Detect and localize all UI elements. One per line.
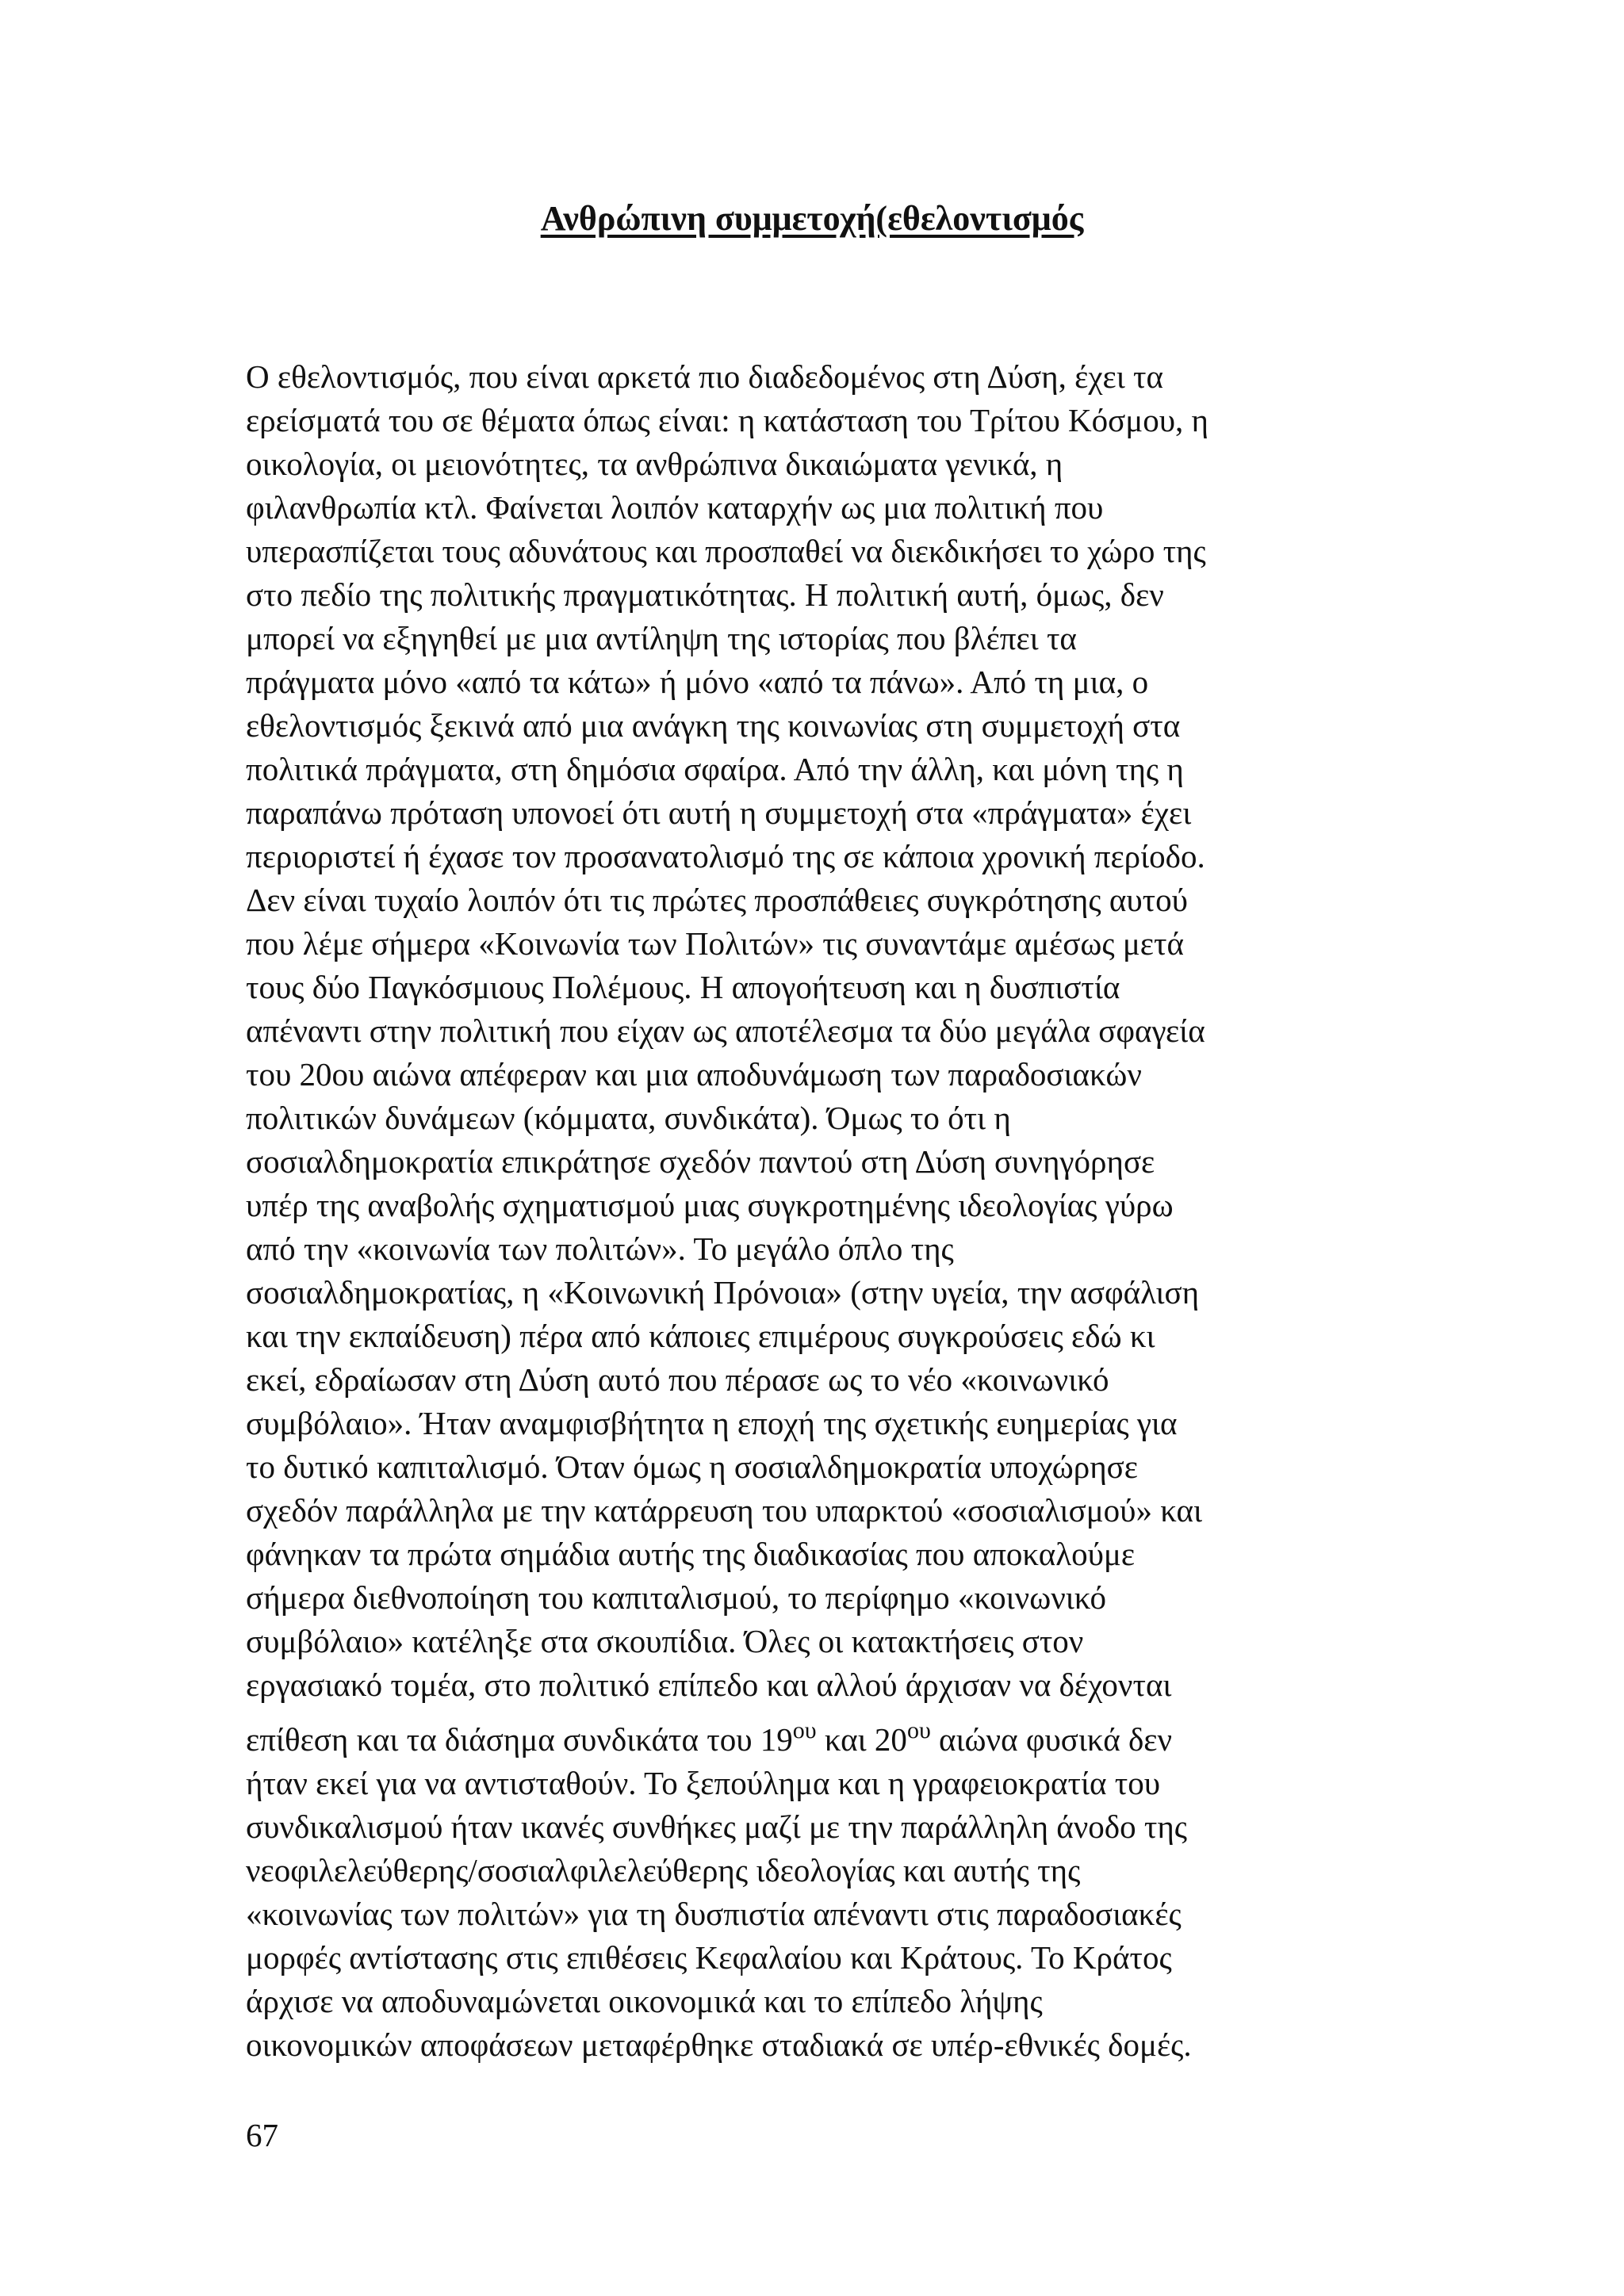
text-line: στο πεδίο της πολιτικής πραγματικότητας. Η πολιτική αυτή, όμως, δεν: [246, 576, 1164, 613]
text-line: σήμερα διεθνοποίηση του καπιταλισμού, το περίφημο «κοινωνικό: [246, 1579, 1107, 1616]
text-line: οικονομικών αποφάσεων μεταφέρθηκε σταδιακά σε υπέρ-εθνικές δομές.: [246, 2026, 1192, 2063]
text-line: σοσιαλδημοκρατίας, η «Κοινωνική Πρόνοια» (στην υγεία, την ασφάλιση: [246, 1274, 1200, 1311]
text-line: νεοφιλελεύθερης/σοσιαλφιλελεύθερης ιδεολογίας και αυτής της: [246, 1852, 1081, 1888]
text-line: φιλανθρωπία κτλ. Φαίνεται λοιπόν καταρχήν ως μια πολιτική που: [246, 489, 1104, 526]
text-line-with-superscripts: [246, 1718, 1396, 1762]
text-segment: και 20: [816, 1721, 907, 1758]
text-line: παραπάνω πρόταση υπονοεί ότι αυτή η συμμετοχή στα «πράγματα» έχει: [246, 794, 1192, 831]
text-line: οικολογία, οι μειονότητες, τα ανθρώπινα δικαιώματα γενικά, η: [246, 446, 1063, 482]
text-line: τους δύο Παγκόσμιους Πολέμους. Η απογοήτευση και η δυσπιστία: [246, 969, 1120, 1005]
text-line: υπερασπίζεται τους αδυνάτους και προσπαθεί να διεκδικήσει το χώρο της: [246, 533, 1206, 569]
text-line: από την «κοινωνία των πολιτών». Το μεγάλο όπλο της: [246, 1230, 954, 1267]
text-line: συμβόλαιο» κατέληξε στα σκουπίδια. Όλες οι κατακτήσεις στον: [246, 1623, 1084, 1659]
text-line: εκεί, εδραίωσαν στη Δύση αυτό που πέρασε ως το νέο «κοινωνικό: [246, 1361, 1109, 1398]
text-line: μορφές αντίστασης στις επιθέσεις Κεφαλαίου και Κράτους. Το Κράτος: [246, 1939, 1172, 1976]
text-line: σχεδόν παράλληλα με την κατάρρευση του υπαρκτού «σοσιαλισμού» και: [246, 1492, 1203, 1529]
text-segment: επίθεση και τα διάσημα συνδικάτα του 19: [246, 1721, 793, 1758]
text-line: το δυτικό καπιταλισμό. Όταν όμως η σοσιαλδημοκρατία υποχώρησε: [246, 1448, 1138, 1485]
text-line: υπέρ της αναβολής σχηματισμού μιας συγκροτημένης ιδεολογίας γύρω: [246, 1187, 1174, 1223]
text-line: και την εκπαίδευση) πέρα από κάποιες επιμέρους συγκρούσεις εδώ κι: [246, 1318, 1155, 1354]
text-line: εθελοντισμός ξεκινά από μια ανάγκη της κοινωνίας στη συμμετοχή στα: [246, 707, 1181, 744]
text-line: σοσιαλδημοκρατία επικράτησε σχεδόν παντού στη Δύση συνηγόρησε: [246, 1143, 1155, 1180]
text-line: «κοινωνίας των πολιτών» για τη δυσπιστία απέναντι στις παραδοσιακές: [246, 1896, 1182, 1932]
text-line: συμβόλαιο». Ήταν αναμφισβήτητα η εποχή της σχετικής ευημερίας για: [246, 1405, 1178, 1441]
ordinal-superscript: ου: [792, 1717, 817, 1743]
text-line: πολιτικών δυνάμεων (κόμματα, συνδικάτα). Όμως το ότι η: [246, 1100, 1011, 1136]
text-line: του 20ου αιώνα απέφεραν και μια αποδυνάμωση των παραδοσιακών: [246, 1056, 1142, 1093]
page-title: Ανθρώπινη συμμετοχή(εθελοντισμός: [540, 199, 1084, 238]
text-line: εργασιακό τομέα, στο πολιτικό επίπεδο και αλλού άρχισαν να δέχονται: [246, 1667, 1172, 1703]
page-number: 67: [246, 2117, 278, 2153]
body-paragraph: [246, 355, 1396, 2067]
ordinal-superscript: ου: [906, 1717, 931, 1743]
text-line: περιοριστεί ή έχασε τον προσανατολισμό της σε κάποια χρονική περίοδο.: [246, 838, 1205, 874]
text-line: απέναντι στην πολιτική που είχαν ως αποτέλεσμα τα δύο μεγάλα σφαγεία: [246, 1012, 1205, 1049]
text-line: πολιτικά πράγματα, στη δημόσια σφαίρα. Από την άλλη, και μόνη της η: [246, 751, 1184, 787]
text-line: Ο εθελοντισμός, που είναι αρκετά πιο διαδεδομένος στη Δύση, έχει τα: [246, 358, 1163, 395]
text-line: μπορεί να εξηγηθεί με μια αντίληψη της ιστορίας που βλέπει τα: [246, 620, 1077, 656]
text-line: άρχισε να αποδυναμώνεται οικονομικά και το επίπεδο λήψης: [246, 1983, 1043, 2019]
text-line: φάνηκαν τα πρώτα σημάδια αυτής της διαδικασίας που αποκαλούμε: [246, 1536, 1136, 1572]
text-line: ήταν εκεί για να αντισταθούν. Το ξεπούλημα και η γραφειοκρατία του: [246, 1765, 1161, 1801]
text-line: που λέμε σήμερα «Κοινωνία των Πολιτών» τις συναντάμε αμέσως μετά: [246, 925, 1184, 962]
text-line: Δεν είναι τυχαίο λοιπόν ότι τις πρώτες προσπάθειες συγκρότησης αυτού: [246, 882, 1188, 918]
text-line: πράγματα μόνο «από τα κάτω» ή μόνο «από τα πάνω». Από τη μια, ο: [246, 664, 1149, 700]
text-line: ερείσματά του σε θέματα όπως είναι: η κατάσταση του Τρίτου Κόσμου, η: [246, 402, 1208, 438]
text-segment: αιώνα φυσικά δεν: [930, 1721, 1173, 1758]
text-line: συνδικαλισμού ήταν ικανές συνθήκες μαζί με την παράλληλη άνοδο της: [246, 1808, 1188, 1845]
